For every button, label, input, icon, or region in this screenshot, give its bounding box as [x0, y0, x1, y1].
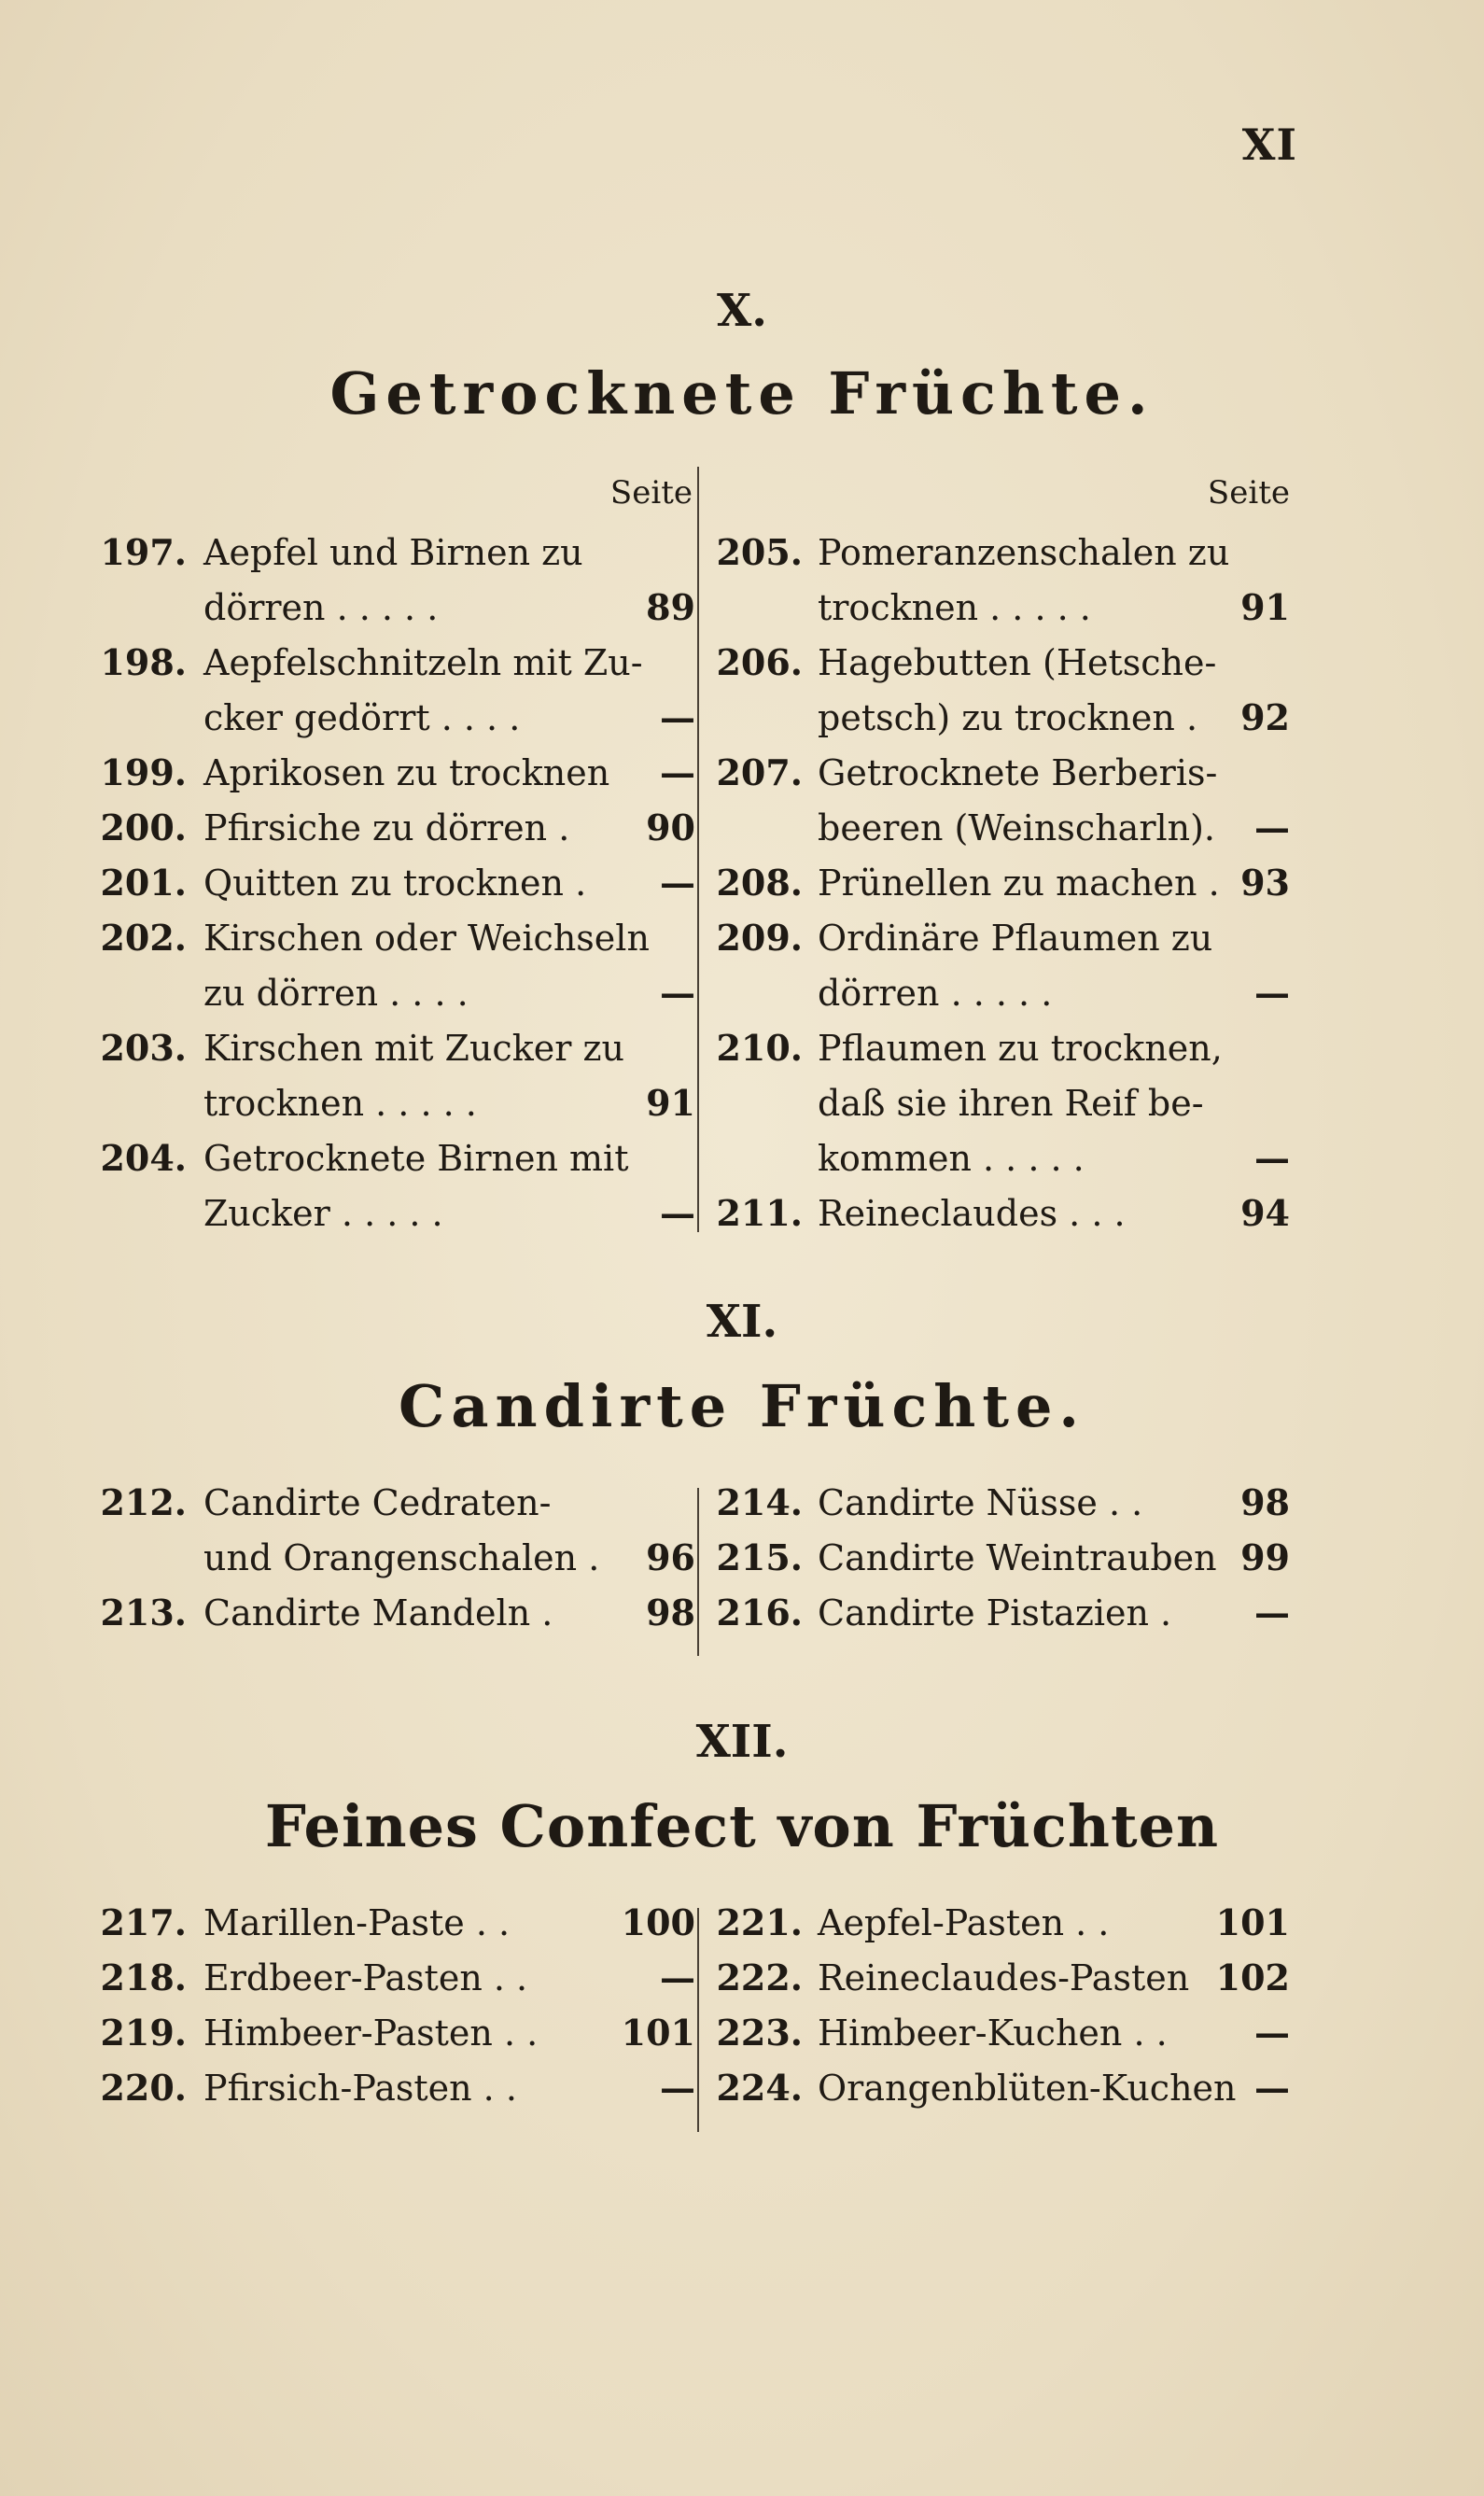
entry-number: 198.	[100, 641, 187, 683]
entry-page: 102	[1215, 1956, 1290, 1998]
entry-number: 209.	[716, 917, 803, 959]
toc-entry	[702, 1895, 1290, 1951]
toc-entry	[702, 580, 1290, 636]
entry-number: 212.	[100, 1481, 187, 1523]
entry-title: Zucker . . . . .	[203, 1193, 443, 1234]
entry-title: trocknen . . . . .	[203, 1083, 477, 1124]
entry-number: 220.	[100, 2067, 187, 2109]
entry-page: —	[1254, 2012, 1290, 2054]
entry-number: 219.	[100, 2012, 187, 2054]
entry-number: 216.	[716, 1592, 803, 1634]
toc-entry	[93, 1020, 695, 1076]
toc-entry	[93, 690, 695, 746]
entry-title: Orangenblüten-Kuchen	[818, 2068, 1237, 2109]
entry-number: 206.	[716, 641, 803, 683]
entry-title: Reineclaudes-Pasten	[818, 1957, 1190, 1998]
entry-number: 217.	[100, 1901, 187, 1943]
entry-page: 91	[646, 1082, 695, 1124]
toc-entry	[702, 800, 1290, 856]
toc-entry	[93, 800, 695, 856]
entry-page: 91	[1240, 586, 1290, 628]
toc-entry	[93, 1075, 695, 1131]
entry-number: 197.	[100, 531, 187, 573]
entry-page: 93	[1240, 862, 1290, 904]
entry-number: 203.	[100, 1027, 187, 1069]
toc-entry	[93, 1530, 695, 1586]
toc-entry	[702, 855, 1290, 911]
entry-page: 90	[646, 806, 695, 848]
toc-entry	[93, 910, 695, 966]
entry-page: 98	[1240, 1481, 1290, 1523]
toc-entry	[702, 745, 1290, 801]
entry-title: Pfirsiche zu dörren .	[203, 807, 570, 848]
seite-label-right: Seite	[1207, 474, 1290, 512]
toc-entry	[93, 525, 695, 581]
section-x-title: Getrocknete Früchte.	[329, 359, 1155, 428]
toc-entry	[702, 1585, 1290, 1641]
entry-title: petsch) zu trocknen .	[818, 697, 1198, 738]
seite-label-left: Seite	[609, 474, 693, 512]
entry-title: beeren (Weinscharln).	[818, 807, 1216, 848]
entry-page: —	[660, 1956, 695, 1998]
toc-entry	[702, 1475, 1290, 1531]
toc-entry	[702, 690, 1290, 746]
toc-entry	[93, 855, 695, 911]
entry-number: 213.	[100, 1592, 187, 1634]
entry-title: dörren . . . . .	[203, 587, 439, 628]
entry-title: Prünellen zu machen .	[818, 862, 1220, 904]
entry-title: Pflaumen zu trocknen,	[818, 1028, 1223, 1069]
toc-entry	[93, 2060, 695, 2116]
section-xi-number: XI.	[706, 1296, 778, 1348]
entry-title: kommen . . . . .	[818, 1138, 1085, 1179]
entry-title: Hagebutten (Hetsche-	[818, 642, 1217, 683]
toc-entry	[93, 2005, 695, 2061]
entry-page: —	[660, 696, 695, 738]
entry-title: zu dörren . . . .	[203, 973, 469, 1014]
entry-page: 89	[646, 586, 695, 628]
section-xii-title: Feines Confect von Früchten	[264, 1792, 1220, 1860]
toc-entry	[702, 2060, 1290, 2116]
entry-page: 96	[646, 1536, 695, 1578]
entry-title: Kirschen oder Weichseln	[203, 918, 650, 959]
entry-page: —	[660, 751, 695, 793]
entry-title: Quitten zu trocknen .	[203, 862, 587, 904]
toc-entry	[702, 1185, 1290, 1241]
entry-title: Pomeranzenschalen zu	[818, 532, 1230, 573]
toc-entry	[93, 1475, 695, 1531]
toc-entry	[93, 1130, 695, 1186]
entry-title: daß sie ihren Reif be-	[818, 1083, 1204, 1124]
entry-title: Himbeer-Pasten . .	[203, 2012, 539, 2054]
entry-title: Kirschen mit Zucker zu	[203, 1028, 624, 1069]
entry-number: 201.	[100, 862, 187, 904]
entry-page: —	[660, 862, 695, 904]
entry-page: —	[660, 1192, 695, 1234]
entry-number: 202.	[100, 917, 187, 959]
entry-title: Aepfelschnitzeln mit Zu-	[203, 642, 643, 683]
entry-title: Pfirsich-Pasten . .	[203, 2068, 517, 2109]
toc-entry	[702, 525, 1290, 581]
entry-number: 207.	[716, 751, 803, 793]
entry-page: 101	[1215, 1901, 1290, 1943]
column-divider	[697, 467, 699, 1232]
entry-title: cker gedörrt . . . .	[203, 697, 521, 738]
entry-number: 214.	[716, 1481, 803, 1523]
toc-entry	[93, 745, 695, 801]
entry-title: Marillen-Paste . .	[203, 1902, 511, 1943]
toc-entry	[702, 635, 1290, 691]
entry-title: Aepfel und Birnen zu	[203, 532, 583, 573]
entry-number: 221.	[716, 1901, 803, 1943]
toc-entry	[702, 910, 1290, 966]
toc-entry	[702, 1075, 1290, 1131]
toc-entry	[702, 1530, 1290, 1586]
entry-page: 100	[621, 1901, 695, 1943]
toc-entry	[702, 1130, 1290, 1186]
toc-entry	[93, 965, 695, 1021]
entry-title: Candirte Nüsse . .	[818, 1482, 1143, 1523]
entry-title: Reineclaudes . . .	[818, 1193, 1126, 1234]
entry-page: 99	[1240, 1536, 1290, 1578]
toc-entry	[93, 1895, 695, 1951]
toc-entry	[93, 580, 695, 636]
entry-page: —	[1254, 1592, 1290, 1634]
entry-page: 94	[1240, 1192, 1290, 1234]
entry-page: —	[1254, 2067, 1290, 2109]
entry-page: —	[1254, 972, 1290, 1014]
section-x-number: X.	[717, 285, 767, 337]
entry-number: 211.	[716, 1192, 803, 1234]
entry-title: trocknen . . . . .	[818, 587, 1091, 628]
entry-title: Aprikosen zu trocknen	[203, 752, 610, 793]
toc-entry	[702, 2005, 1290, 2061]
entry-page: 101	[621, 2012, 695, 2054]
entry-number: 218.	[100, 1956, 187, 1998]
entry-page: —	[660, 2067, 695, 2109]
toc-entry	[702, 1950, 1290, 2006]
section-xi-title: Candirte Früchte.	[398, 1372, 1085, 1440]
entry-number: 205.	[716, 531, 803, 573]
entry-number: 204.	[100, 1137, 187, 1179]
toc-entry	[93, 635, 695, 691]
entry-number: 215.	[716, 1536, 803, 1578]
entry-title: Candirte Mandeln .	[203, 1592, 553, 1634]
entry-title: Aepfel-Pasten . .	[818, 1902, 1110, 1943]
toc-entry	[702, 965, 1290, 1021]
entry-title: Getrocknete Birnen mit	[203, 1138, 629, 1179]
entry-title: Candirte Cedraten-	[203, 1482, 552, 1523]
page-number: XI	[1241, 119, 1297, 170]
entry-number: 199.	[100, 751, 187, 793]
entry-title: Erdbeer-Pasten . .	[203, 1957, 528, 1998]
entry-page: 92	[1240, 696, 1290, 738]
entry-page: —	[660, 972, 695, 1014]
entry-title: dörren . . . . .	[818, 973, 1053, 1014]
entry-page: 98	[646, 1592, 695, 1634]
entry-title: und Orangenschalen .	[203, 1537, 600, 1578]
entry-number: 210.	[716, 1027, 803, 1069]
column-divider	[697, 1488, 699, 1656]
entry-title: Ordinäre Pflaumen zu	[818, 918, 1213, 959]
entry-page: —	[1254, 806, 1290, 848]
entry-title: Candirte Pistazien .	[818, 1592, 1172, 1634]
toc-entry	[93, 1585, 695, 1641]
entry-number: 208.	[716, 862, 803, 904]
entry-number: 223.	[716, 2012, 803, 2054]
toc-entry	[93, 1950, 695, 2006]
entry-number: 200.	[100, 806, 187, 848]
entry-title: Himbeer-Kuchen . .	[818, 2012, 1168, 2054]
entry-title: Getrocknete Berberis-	[818, 752, 1218, 793]
toc-entry	[702, 1020, 1290, 1076]
entry-number: 222.	[716, 1956, 803, 1998]
column-divider	[697, 1908, 699, 2132]
entry-number: 224.	[716, 2067, 803, 2109]
entry-page: —	[1254, 1137, 1290, 1179]
section-xii-number: XII.	[695, 1716, 789, 1768]
toc-entry	[93, 1185, 695, 1241]
entry-title: Candirte Weintrauben	[818, 1537, 1217, 1578]
